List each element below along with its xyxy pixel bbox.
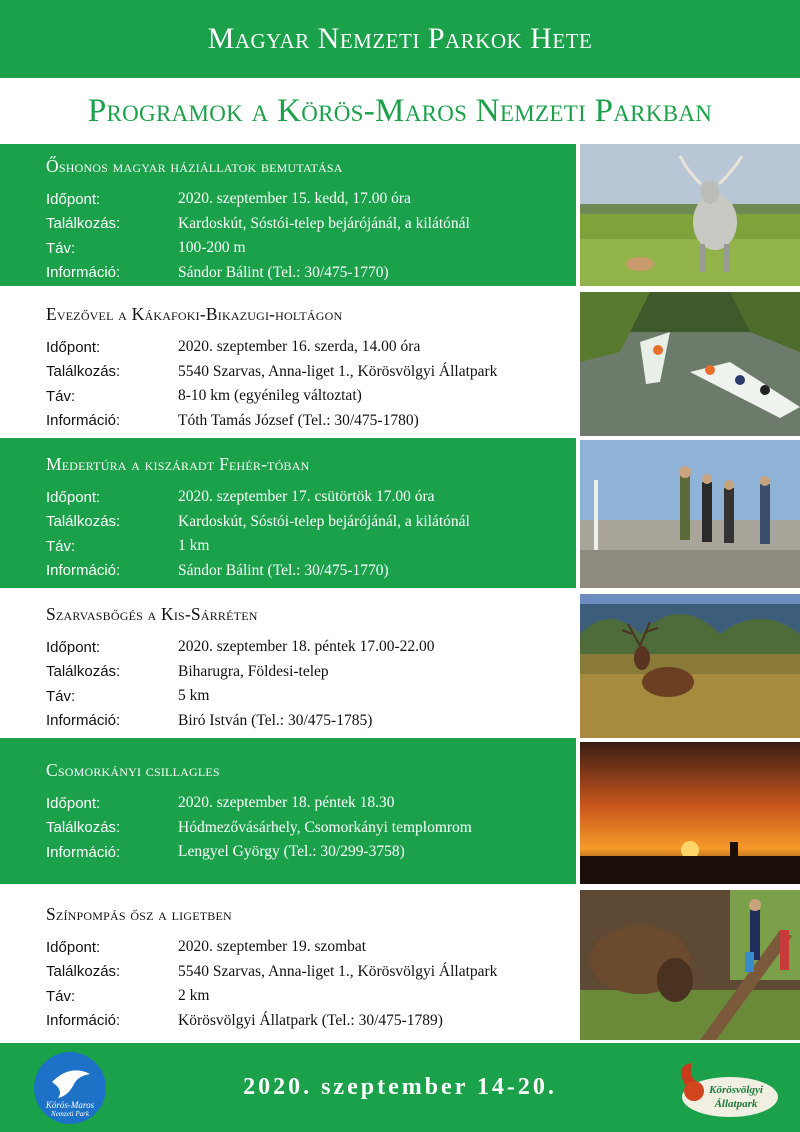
meet-label: Találkozás: [46, 963, 121, 981]
event-dist: 1 km [178, 537, 210, 555]
sunset-photo [580, 742, 800, 884]
top-banner [0, 0, 800, 78]
event-info-row [46, 709, 576, 734]
info-label: Információ: [46, 1012, 121, 1030]
event-meet: Kardoskút, Sóstói-telep bejárójánál, a kilátónál [178, 512, 470, 530]
event-card [0, 286, 576, 438]
event-dist: 5 km [178, 687, 210, 705]
meet-label: Találkozás: [46, 363, 121, 381]
event-info-row [46, 1009, 576, 1034]
event-meet: Kardoskút, Sóstói-telep bejárójánál, a kilátónál [178, 214, 470, 232]
bison-zoo-photo [580, 890, 800, 1040]
event-card [0, 438, 576, 588]
event-info: Tóth Tamás József (Tel.: 30/475-1780) [178, 411, 419, 429]
event-info-row [46, 559, 576, 584]
event-dist: 2 km [178, 987, 210, 1005]
event-dist-row [46, 236, 576, 261]
event-info-row [46, 261, 576, 286]
event-info: Körösvölgyi Állatpark (Tel.: 30/475-1789) [178, 1011, 443, 1029]
event-time: 2020. szeptember 17. csütörtök 17.00 óra [178, 488, 435, 506]
event-card [0, 144, 576, 286]
event-card [0, 738, 576, 884]
event-title: Csomorkányi csillagles [46, 760, 220, 780]
event-dist-row [46, 534, 576, 559]
event-time: 2020. szeptember 18. péntek 17.00-22.00 [178, 638, 435, 656]
time-label: Időpont: [46, 638, 101, 656]
info-label: Információ: [46, 412, 121, 430]
canoe-photo [580, 292, 800, 436]
logo-left-line1: Körös-Maros [45, 1100, 95, 1110]
event-week-dates: 2020. szeptember 14-20. [243, 1074, 557, 1100]
event-meet-row [46, 212, 576, 237]
event-info: Lengyel György (Tel.: 30/299-3758) [178, 843, 405, 861]
meet-label: Találkozás: [46, 819, 121, 837]
event-dist-row [46, 984, 576, 1009]
event-info-row [46, 840, 576, 865]
event-title: Színpompás ősz a ligetben [46, 904, 232, 924]
event-title: Őshonos magyar háziállatok bemutatása [46, 156, 343, 176]
dist-label: Táv: [46, 239, 76, 257]
event-time: 2020. szeptember 18. péntek 18.30 [178, 794, 395, 812]
event-dist: 8-10 km (egyénileg változtat) [178, 387, 362, 405]
dist-label: Táv: [46, 687, 76, 705]
meet-label: Találkozás: [46, 215, 121, 233]
korosvolgyi-allatpark-logo [664, 1057, 780, 1121]
event-info: Sándor Bálint (Tel.: 30/475-1770) [178, 561, 389, 579]
info-label: Információ: [46, 562, 121, 580]
time-label: Időpont: [46, 938, 101, 956]
event-info-row [46, 409, 576, 434]
dry-lake-walkers-photo [580, 440, 800, 588]
time-label: Időpont: [46, 794, 101, 812]
event-info: Biró István (Tel.: 30/475-1785) [178, 711, 373, 729]
event-meet-row [46, 360, 576, 385]
subtitle-banner [0, 78, 800, 144]
event-title: Evezővel a Kákafoki-Bikazugi-holtágon [46, 304, 343, 324]
time-label: Időpont: [46, 338, 101, 356]
footer-banner [0, 1043, 800, 1132]
event-time-row [46, 935, 576, 960]
event-time-row [46, 635, 576, 660]
event-meet: Biharugra, Földesi-telep [178, 662, 329, 680]
event-dist: 100-200 m [178, 239, 246, 257]
event-time-row [46, 791, 576, 816]
event-meet: Hódmezővásárhely, Csomorkányi templomrom [178, 818, 472, 836]
dist-label: Táv: [46, 537, 76, 555]
info-label: Információ: [46, 264, 121, 282]
event-meet: 5540 Szarvas, Anna-liget 1., Körösvölgyi Állatpark [178, 362, 498, 380]
dist-label: Táv: [46, 387, 76, 405]
event-time-row [46, 485, 576, 510]
event-meet-row [46, 960, 576, 985]
event-meet: 5540 Szarvas, Anna-liget 1., Körösvölgyi Állatpark [178, 962, 498, 980]
event-meet-row [46, 510, 576, 535]
event-card [0, 588, 576, 738]
info-label: Információ: [46, 843, 121, 861]
event-dist-row [46, 384, 576, 409]
event-meet-row [46, 816, 576, 841]
event-info: Sándor Bálint (Tel.: 30/475-1770) [178, 263, 389, 281]
logo-right-line2: Állatpark [714, 1098, 758, 1110]
page-subtitle: Programok a Körös-Maros Nemzeti Parkban [87, 92, 713, 129]
time-label: Időpont: [46, 190, 101, 208]
event-time: 2020. szeptember 19. szombat [178, 938, 367, 956]
logo-right-line1: Körösvölgyi [709, 1084, 763, 1096]
event-title: Medertúra a kiszáradt Fehér-tóban [46, 454, 310, 474]
event-time: 2020. szeptember 16. szerda, 14.00 óra [178, 338, 421, 356]
event-meet-row [46, 660, 576, 685]
event-title: Szarvasbőgés a Kis-Sárréten [46, 604, 258, 624]
grey-cattle-photo [580, 144, 800, 286]
event-time: 2020. szeptember 15. kedd, 17.00 óra [178, 190, 411, 208]
event-dist-row [46, 684, 576, 709]
page-title: Magyar Nemzeti Parkok Hete [207, 22, 593, 55]
dist-label: Táv: [46, 987, 76, 1005]
meet-label: Találkozás: [46, 663, 121, 681]
time-label: Időpont: [46, 488, 101, 506]
event-card [0, 884, 576, 1043]
meet-label: Találkozás: [46, 513, 121, 531]
event-time-row [46, 187, 576, 212]
logo-left-line2: Nemzeti Park [51, 1110, 89, 1118]
info-label: Információ: [46, 712, 121, 730]
event-time-row [46, 335, 576, 360]
red-deer-photo [580, 594, 800, 738]
